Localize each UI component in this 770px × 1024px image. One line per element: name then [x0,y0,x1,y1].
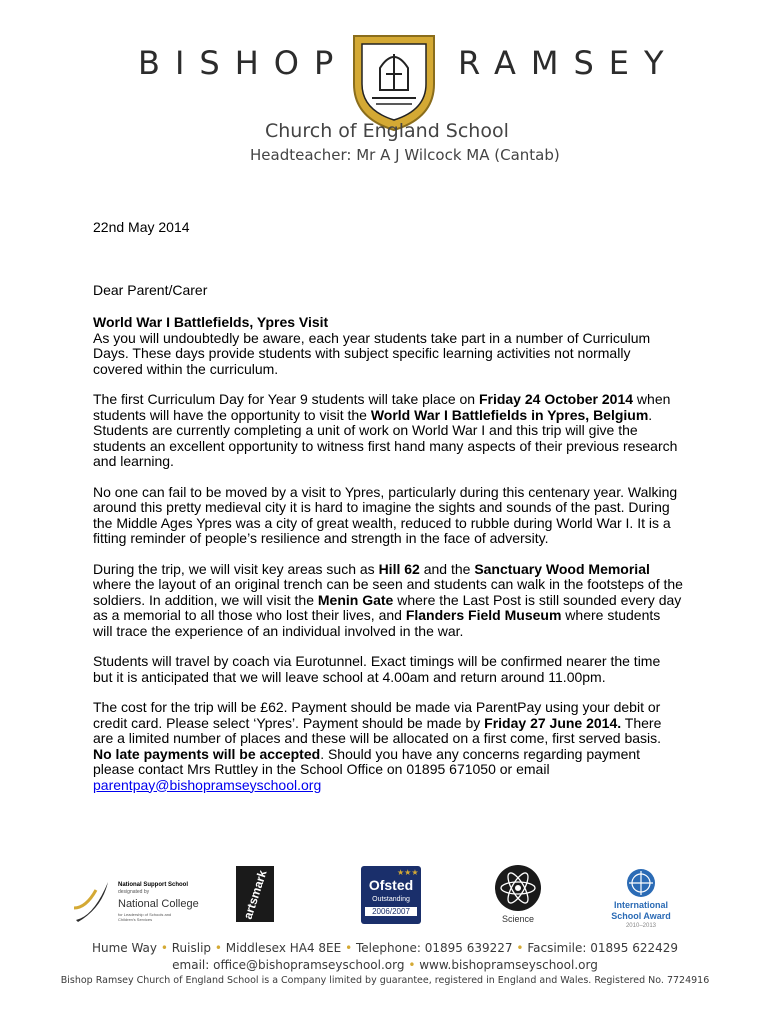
text-span: when students will have the opportunity to visit the [93,391,671,423]
paragraph-intro: As you will undoubtedly be aware, each year students take part in a number of Curriculum Days. These days provide students with subject specific learning activities not normally covered within the curriculum. [93,329,651,377]
school-crest-icon [350,32,438,132]
text-span: . Students are currently completing a unit of work on World War I and this trip will give the students an excellent opportunity to witness first hand many aspects of their previous research and learning. [93,406,678,469]
footer-address [0,941,770,955]
paragraph-itinerary [93,562,683,640]
intl-line1: International [613,900,668,910]
science-label: Science [501,914,535,924]
paragraph-payment [93,700,683,778]
letter-date: 22nd May 2014 [93,219,190,235]
paragraph-curriculum-day [93,392,683,470]
late-payment-notice: No late payments will be accepted [93,745,321,762]
nc-name: National College [118,898,199,910]
ofsted-logo [361,866,421,924]
trip-date: Friday 24 October 2014 [478,391,634,407]
paragraph-travel: Students will travel by coach via Eurotunnel. Exact timings will be confirmed nearer the time but it is anticipated that we will leave school at 4.00am and return around 11.00pm. [93,653,661,685]
accreditation-logos [0,862,770,932]
science-logo [490,864,546,928]
text-span: where the Last Post is still sounded every day as a memorial to all those who lost their lives, and [93,591,682,623]
site-hill-62: Hill 62 [378,560,420,577]
ofsted-rating: Outstanding [372,896,410,903]
footer-town: Ruislip [171,941,212,955]
footer-street: Hume Way [91,941,158,955]
trip-destination: World War I Battlefields in Ypres, Belgium [370,406,649,423]
payment-deadline: Friday 27 June 2014. [484,714,622,731]
bullet-icon: • [345,941,353,955]
text-span: and the [419,560,475,577]
bullet-icon: • [408,958,416,972]
atom-icon [494,864,542,912]
ofsted-stars-icon: ★★★ [397,868,419,877]
paragraph-ypres: No one can fail to be moved by a visit to Ypres, particularly during this centenary year. Walking around this pretty medieval city it is hard to imagine the sights and sounds of the past. During the Middle Ages Ypres was a city of great wealth, reduced to rubble during World War I. It is a fitting reminder of people’s resilience and strength in the face of adversity. [93,483,678,546]
school-name-left: BISHOP [138,44,349,82]
globe-icon [626,868,656,898]
email-link[interactable]: parentpay@bishopramseyschool.org [93,776,322,793]
national-college-swoosh-icon [72,878,112,924]
text-span: During the trip, we will visit key areas such as [93,560,379,577]
footer-contact [0,958,770,972]
ofsted-name: Ofsted [368,877,414,893]
artsmark-logo [236,866,274,922]
headteacher-line: Headteacher: Mr A J Wilcock MA (Cantab) [250,146,560,164]
footer-county: Middlesex HA4 8EE [225,941,342,955]
nc-line1: National Support School [118,882,188,888]
footer-email[interactable]: email: office@bishopramseyschool.org [172,958,405,972]
salutation: Dear Parent/Carer [93,281,208,298]
text-span: where students will trace the experience of an individual involved in the war. [93,607,661,639]
nc-line2: designated by [118,889,150,895]
site-sanctuary-wood: Sanctuary Wood Memorial [474,560,650,577]
international-school-award-logo [605,868,677,932]
nc-sub: for Leadership of Schools and Children's Services [118,912,172,922]
footer-telephone: Telephone: 01895 639227 [355,941,513,955]
intl-line2: School Award [611,911,671,921]
site-flanders-museum: Flanders Field Museum [405,607,562,623]
bullet-icon: • [214,941,222,955]
site-menin-gate: Menin Gate [317,591,394,608]
letter-body [93,220,683,793]
artsmark-text: artsmark [240,868,270,921]
text-span: where the layout of an original trench can be seen and students can walk in the footsteps of the soldiers. In addition, we will visit the [93,576,683,608]
letter-heading: World War I Battlefields, Ypres Visit [93,314,329,330]
bullet-icon: • [160,941,168,955]
ofsted-years: 2006/2007 [365,907,417,916]
national-college-logo [72,876,197,928]
school-type: Church of England School [265,120,509,142]
footer-website[interactable]: www.bishopramseyschool.org [419,958,598,972]
school-name-right: RAMSEY [458,44,679,82]
footer-fax: Facsimile: 01895 622429 [527,941,679,955]
text-span: The cost for the trip will be £62. Payment should be made via ParentPay using your debit or credit card. Please select ‘Ypres’. Payment should be made by [93,699,661,731]
intl-years: 2010–2013 [625,923,657,929]
bullet-icon: • [516,941,524,955]
footer-company: Bishop Ramsey Church of England School is a Company limited by guarantee, registered in England and Wales. Registered No. 7724916 [60,975,710,986]
text-span: The first Curriculum Day for Year 9 students will take place on [93,391,479,407]
text-span: . Should you have any concerns regarding payment please contact Mrs Ruttley in the School Office on 01895 671050 or email [93,745,641,777]
text-span: There are a limited number of places and these will be allocated on a first come, first served basis. [93,714,662,746]
